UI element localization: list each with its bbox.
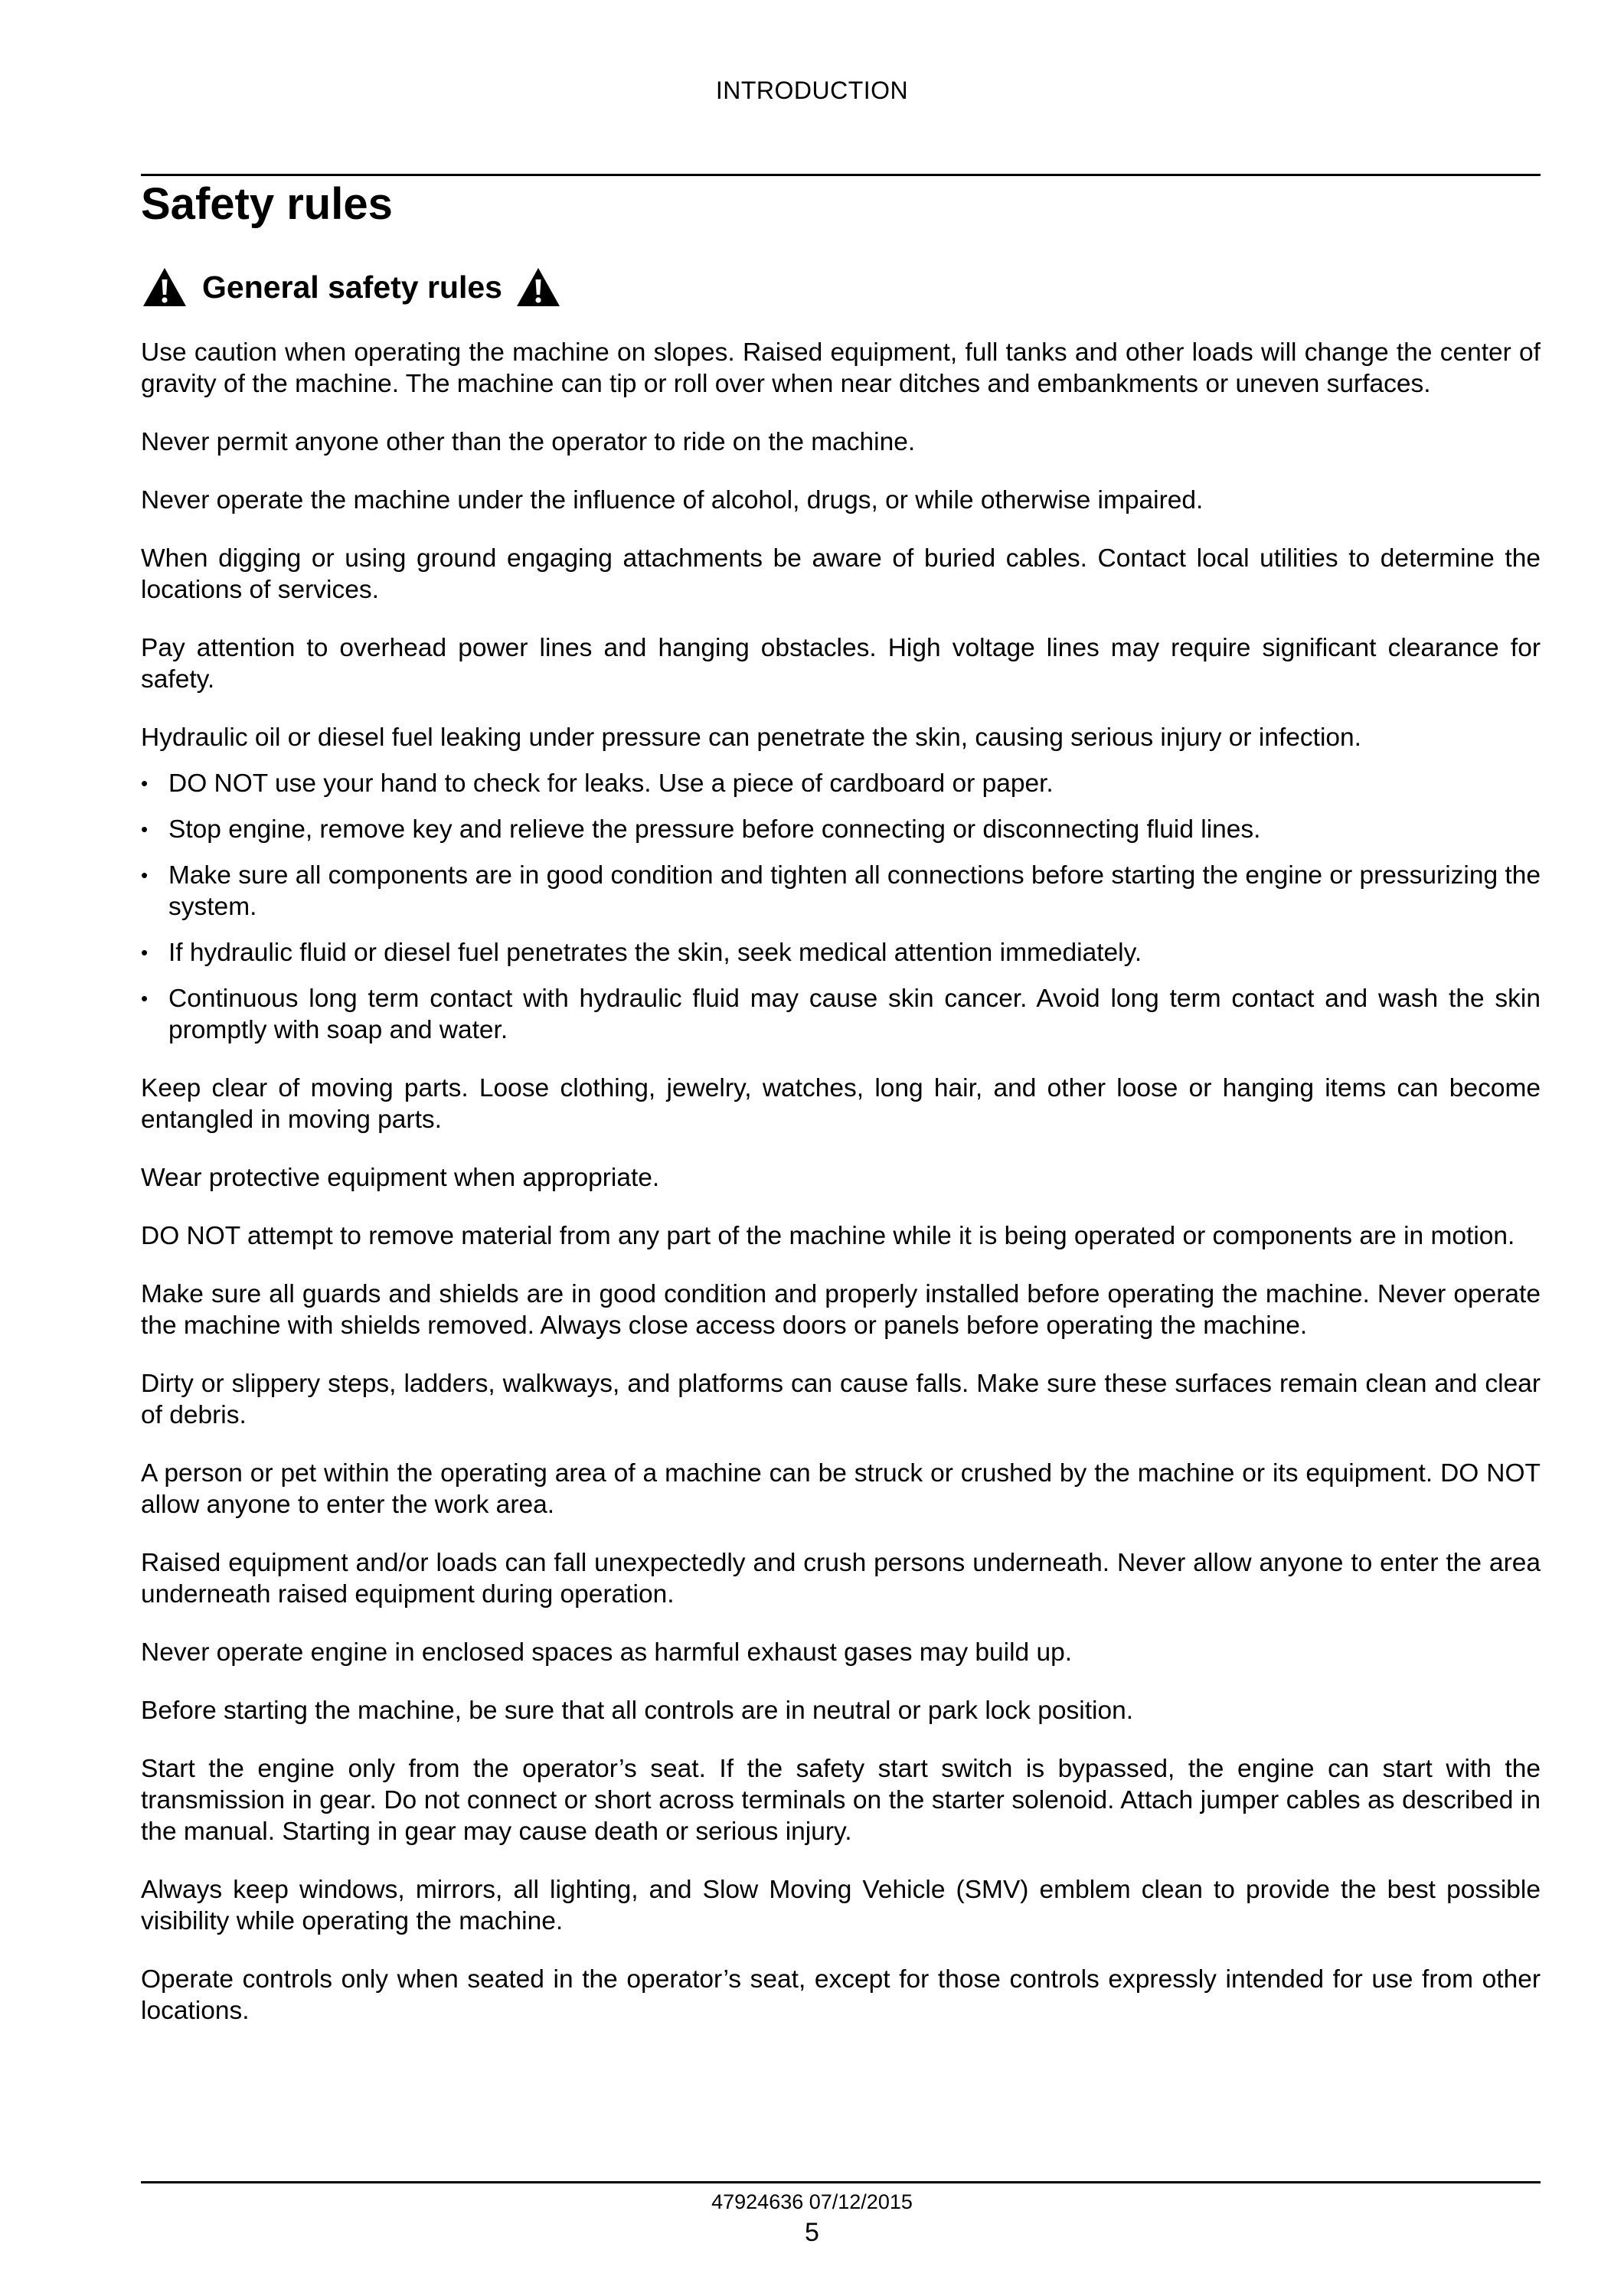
section-title: Safety rules <box>141 179 393 229</box>
running-header: INTRODUCTION <box>715 77 909 104</box>
page-number: 5 <box>805 2218 819 2247</box>
paragraph: Hydraulic oil or diesel fuel leaking under pressure can penetrate the skin, causing serious injury or infection. <box>141 723 1361 752</box>
paragraph: Dirty or slippery steps, ladders, walkways, and platforms can cause falls. Make sure these surfaces remain clean and clear of debris. <box>141 1370 1541 1429</box>
warning-triangle-icon <box>515 266 562 309</box>
list-item: • Make sure all components are in good condition and tighten all connections before starting the engine or pressurizing the system. <box>141 860 1541 923</box>
hydraulic-safety-list <box>141 768 1541 1046</box>
paragraph: Never permit anyone other than the operator to ride on the machine. <box>141 428 916 456</box>
paragraph: Pay attention to overhead power lines and hanging obstacles. High voltage lines may require significant clearance for safety. <box>141 634 1541 694</box>
body-text <box>141 337 1541 2053</box>
paragraph: Use caution when operating the machine on slopes. Raised equipment, full tanks and other loads will change the center of gravity of the machine. The machine can tip or roll over when near ditches and embankments or uneven surfaces. <box>141 338 1541 398</box>
paragraph: Wear protective equipment when appropriate. <box>141 1164 660 1192</box>
list-item: • DO NOT use your hand to check for leaks. Use a piece of cardboard or paper. <box>141 768 1541 799</box>
paragraph: Keep clear of moving parts. Loose clothing, jewelry, watches, long hair, and other loose or hanging items can become entangled in moving parts. <box>141 1074 1541 1134</box>
subsection-heading <box>141 264 562 310</box>
header-rule <box>141 174 1541 176</box>
paragraph: A person or pet within the operating area of a machine can be struck or crushed by the machine or its equipment. DO NOT allow anyone to enter the work area. <box>141 1459 1541 1519</box>
paragraph: Always keep windows, mirrors, all lighting, and Slow Moving Vehicle (SMV) emblem clean to provide the best possible visibility while operating the machine. <box>141 1876 1541 1935</box>
paragraph: Never operate the machine under the influence of alcohol, drugs, or while otherwise impaired. <box>141 486 1204 514</box>
footer-rule <box>141 2181 1541 2183</box>
paragraph: Before starting the machine, be sure that all controls are in neutral or park lock position. <box>141 1697 1134 1725</box>
paragraph: Make sure all guards and shields are in good condition and properly installed before operating the machine. Never operate the machine with shields removed. Always close access doors or panels before operating the machine. <box>141 1280 1541 1340</box>
list-item: • Continuous long term contact with hydraulic fluid may cause skin cancer. Avoid long term contact and wash the skin promptly with soap and water. <box>141 983 1541 1046</box>
footer-document-id: 47924636 07/12/2015 <box>711 2190 913 2213</box>
warning-triangle-icon <box>141 266 188 309</box>
paragraph: Never operate engine in enclosed spaces as harmful exhaust gases may build up. <box>141 1638 1073 1667</box>
paragraph: When digging or using ground engaging attachments be aware of buried cables. Contact local utilities to determine the locations of services. <box>141 544 1541 604</box>
paragraph: Raised equipment and/or loads can fall unexpectedly and crush persons underneath. Never allow anyone to enter the area underneath raised equipment during operation. <box>141 1549 1541 1609</box>
paragraph: Start the engine only from the operator’s seat. If the safety start switch is bypassed, the engine can start with the transmission in gear. Do not connect or short across terminals on the starter solenoid. Attach jumper cables as described in the manual. Starting in gear may cause death or serious injury. <box>141 1755 1541 1846</box>
subsection-title: General safety rules <box>202 269 502 305</box>
paragraph: DO NOT attempt to remove material from any part of the machine while it is being operated or components are in motion. <box>141 1222 1515 1250</box>
list-item: • If hydraulic fluid or diesel fuel penetrates the skin, seek medical attention immediately. <box>141 937 1541 968</box>
list-item: • Stop engine, remove key and relieve the pressure before connecting or disconnecting fluid lines. <box>141 814 1541 845</box>
paragraph: Operate controls only when seated in the operator’s seat, except for those controls expressly intended for use from other locations. <box>141 1965 1541 2025</box>
